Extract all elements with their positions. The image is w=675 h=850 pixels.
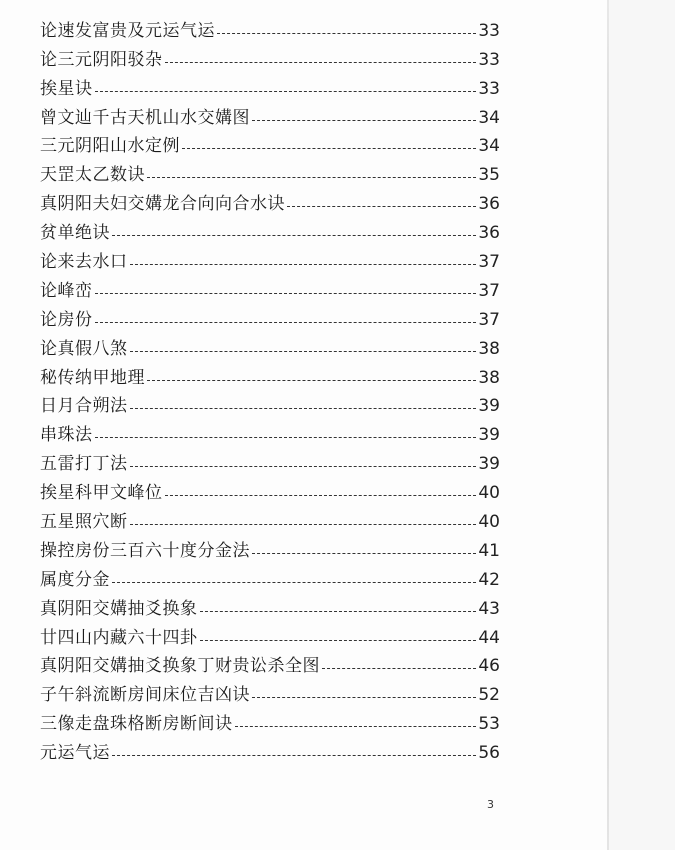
toc-entry-page: 56 — [478, 743, 500, 764]
toc-leader-dashes — [95, 322, 477, 323]
toc-leader-dashes — [165, 495, 477, 496]
toc-leader-dashes — [182, 148, 476, 149]
toc-entry-title: 操控房份三百六十度分金法 — [40, 540, 250, 561]
toc-leader-dashes — [200, 611, 477, 612]
toc-entry[interactable] — [40, 503, 500, 532]
toc-entry-page: 36 — [478, 194, 500, 215]
toc-entry-page: 34 — [478, 107, 500, 128]
toc-entry-title: 三元阴阳山水定例 — [40, 136, 180, 157]
toc-leader-dashes — [147, 380, 476, 381]
toc-entry[interactable] — [40, 705, 500, 734]
toc-leader-dashes — [252, 120, 476, 121]
toc-leader-dashes — [112, 582, 476, 583]
toc-leader-dashes — [235, 726, 477, 727]
toc-entry-title: 贫单绝诀 — [40, 223, 110, 244]
toc-leader-dashes — [112, 235, 476, 236]
toc-entry[interactable] — [40, 214, 500, 243]
toc-entry-page: 39 — [478, 396, 500, 417]
toc-entry[interactable] — [40, 301, 500, 330]
toc-entry-title: 串珠法 — [40, 425, 93, 446]
toc-entry-page: 38 — [478, 338, 500, 359]
toc-entry[interactable] — [40, 128, 500, 157]
toc-leader-dashes — [287, 206, 476, 207]
toc-entry-page: 39 — [478, 425, 500, 446]
toc-entry-title: 真阴阳夫妇交媾龙合向向合水诀 — [40, 194, 285, 215]
toc-leader-dashes — [252, 697, 476, 698]
toc-entry-title: 真阴阳交媾抽爻换象丁财贵讼杀全图 — [40, 656, 320, 677]
toc-entry-page: 42 — [478, 569, 500, 590]
toc-entry[interactable] — [40, 734, 500, 763]
toc-entry-page: 36 — [478, 223, 500, 244]
toc-entry-page: 39 — [478, 454, 500, 475]
toc-entry[interactable] — [40, 388, 500, 417]
toc-entry[interactable] — [40, 532, 500, 561]
toc-leader-dashes — [217, 33, 476, 34]
toc-entry-page: 40 — [478, 512, 500, 533]
toc-entry-title: 论真假八煞 — [40, 338, 128, 359]
toc-entry[interactable] — [40, 272, 500, 301]
toc-entry-title: 论房份 — [40, 309, 93, 330]
toc-entry-page: 37 — [478, 309, 500, 330]
toc-entry-page: 46 — [478, 656, 500, 677]
toc-entry-title: 廿四山内藏六十四卦 — [40, 627, 198, 648]
toc-leader-dashes — [200, 640, 477, 641]
toc-leader-dashes — [130, 351, 477, 352]
toc-entry-page: 52 — [478, 685, 500, 706]
toc-entry-page: 33 — [478, 49, 500, 70]
toc-entry-page: 33 — [478, 20, 500, 41]
toc-entry-title: 属度分金 — [40, 569, 110, 590]
toc-leader-dashes — [130, 408, 477, 409]
toc-entry[interactable] — [40, 474, 500, 503]
toc-leader-dashes — [252, 553, 476, 554]
toc-entry[interactable] — [40, 41, 500, 70]
toc-entry-title: 子午斜流断房间床位吉凶诀 — [40, 685, 250, 706]
toc-entry-page: 44 — [478, 627, 500, 648]
toc-entry-page: 37 — [478, 280, 500, 301]
toc-entry-title: 论峰峦 — [40, 280, 93, 301]
toc-entry-title: 挨星科甲文峰位 — [40, 483, 163, 504]
toc-entry-page: 37 — [478, 252, 500, 273]
toc-entry-title: 五雷打丁法 — [40, 454, 128, 475]
toc-entry-title: 挨星诀 — [40, 78, 93, 99]
toc-entry-title: 元运气运 — [40, 743, 110, 764]
toc-entry[interactable] — [40, 70, 500, 99]
toc-entry[interactable] — [40, 648, 500, 677]
toc-leader-dashes — [130, 524, 477, 525]
toc-entry[interactable] — [40, 676, 500, 705]
toc-entry[interactable] — [40, 243, 500, 272]
toc-entry-title: 秘传纳甲地理 — [40, 367, 145, 388]
toc-entry[interactable] — [40, 619, 500, 648]
page-edge — [607, 0, 609, 850]
toc-entry-title: 真阴阳交媾抽爻换象 — [40, 598, 198, 619]
toc-entry[interactable] — [40, 445, 500, 474]
toc-entry-title: 日月合朔法 — [40, 396, 128, 417]
toc-entry[interactable] — [40, 330, 500, 359]
toc-leader-dashes — [147, 177, 476, 178]
toc-leader-dashes — [322, 668, 476, 669]
page-number: 3 — [487, 798, 494, 811]
toc-entry-title: 曾文辿千古天机山水交媾图 — [40, 107, 250, 128]
toc-entry-page: 40 — [478, 483, 500, 504]
toc-leader-dashes — [130, 466, 477, 467]
toc-leader-dashes — [130, 264, 477, 265]
toc-entry[interactable] — [40, 156, 500, 185]
toc-entry-title: 论速发富贵及元运气运 — [40, 20, 215, 41]
toc-entry[interactable] — [40, 99, 500, 128]
toc-leader-dashes — [165, 62, 477, 63]
toc-entry[interactable] — [40, 12, 500, 41]
toc-entry-page: 33 — [478, 78, 500, 99]
toc-entry-page: 43 — [478, 598, 500, 619]
toc-leader-dashes — [112, 755, 476, 756]
toc-entry[interactable] — [40, 185, 500, 214]
table-of-contents — [40, 12, 500, 763]
scan-margin — [609, 0, 675, 850]
toc-entry-page: 38 — [478, 367, 500, 388]
toc-entry[interactable] — [40, 561, 500, 590]
toc-leader-dashes — [95, 437, 477, 438]
toc-leader-dashes — [95, 91, 477, 92]
toc-leader-dashes — [95, 293, 477, 294]
toc-entry-title: 五星照穴断 — [40, 512, 128, 533]
toc-entry-page: 35 — [478, 165, 500, 186]
toc-entry[interactable] — [40, 416, 500, 445]
toc-entry-page: 53 — [478, 714, 500, 735]
toc-entry-title: 天罡太乙数诀 — [40, 165, 145, 186]
toc-entry[interactable] — [40, 590, 500, 619]
toc-entry-page: 34 — [478, 136, 500, 157]
toc-entry[interactable] — [40, 359, 500, 388]
toc-entry-title: 论来去水口 — [40, 252, 128, 273]
toc-entry-title: 三像走盘珠格断房断间诀 — [40, 714, 233, 735]
toc-entry-page: 41 — [478, 540, 500, 561]
toc-entry-title: 论三元阴阳驳杂 — [40, 49, 163, 70]
